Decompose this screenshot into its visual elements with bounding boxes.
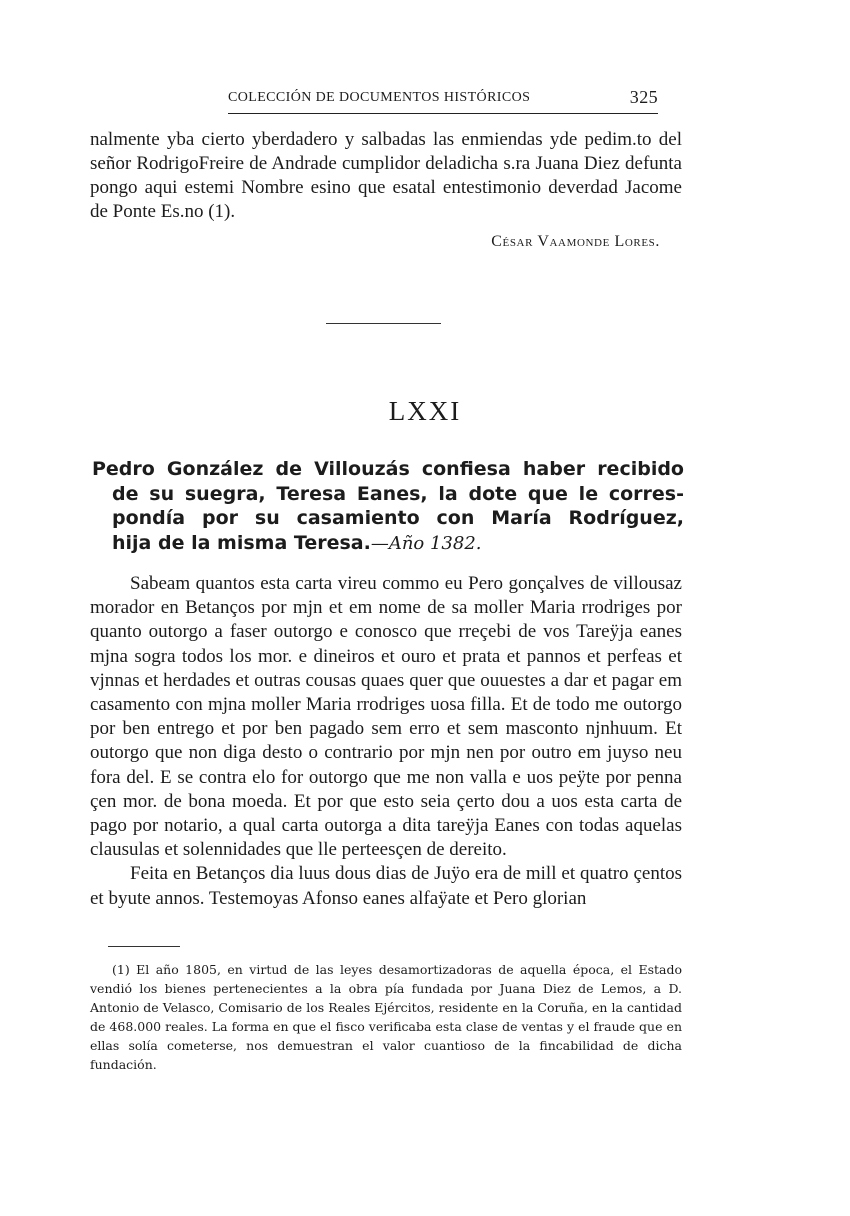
signature bbox=[491, 233, 660, 251]
previous-document-ending bbox=[90, 128, 682, 224]
footnote-rule bbox=[108, 946, 180, 947]
section-separator bbox=[326, 323, 441, 324]
running-title: COLECCIÓN DE DOCUMENTOS HISTÓRICOS bbox=[228, 90, 531, 105]
heading-line: Pedro González de Villouzás confiesa haber recibido bbox=[92, 458, 684, 480]
document-body bbox=[90, 572, 682, 911]
footnote bbox=[90, 960, 682, 1074]
heading-line: de su suegra, Teresa Eanes, la dote que le corres- bbox=[112, 482, 684, 505]
signature-text: César Vaamonde Lores. bbox=[491, 233, 660, 250]
footnote-text: (1) El año 1805, en virtud de las leyes desamortizadoras de aquella época, el Estado vendió los bienes pertenecientes a la obra pía fundada por Juana Diez de Lemos, a D. Antonio de Velasco, Comisario de los Reales Ejércitos, residente en la Coruña, en la cantidad de 468.000 reales. La forma en que el fisco verificaba esta clase de ventas y el fraude que en ellas solía cometerse, nos demuestran el valor cuantioso de la fincabilidad de dicha fundación. bbox=[90, 962, 682, 1072]
heading-line-last bbox=[92, 531, 684, 557]
body-paragraph: Sabeam quantos esta carta vireu commo eu Pero gonçalves de villousaz morador en Betanços por mjn et em nome de sa moller Maria rrodriges por quanto outorgo a faser outorgo e conosco que rreçebi de vos Tareÿja eanes mjna sogra todos los mor. e dineiros et ouro et prata et pannos et perfeas et vjnnas et herdades et outras cousas quaes quer que ouuestes a dar et pagar em casamento con mjna moller Maria rrodriges uosa filla. Et de todo me outorgo por ben entrego et por ben pagado sem erro et sem masconto njnhuum. Et outorgo que non diga desto o contrario por mjn nen por outro em juyso neu fora del. E se contra elo for outorgo que me non valla e uos peÿte por penna çen mor. de bona moeda. Et por que esto seia çerto dou a uos esta carta de pago por notario, a qual carta outorga a dita tareÿja Eanes con todas aquelas clausulas et solennidades que lle perteesçen de dereito. bbox=[90, 573, 682, 861]
document-heading bbox=[92, 457, 684, 556]
heading-year: —Año 1382. bbox=[370, 532, 482, 554]
document-number: LXXI bbox=[388, 396, 462, 426]
previous-document-text: nalmente yba cierto yberdadero y salbadas las enmiendas yde pedim.to del señor RodrigoFreire de Andrade cumplidor deladicha s.ra Juana Diez defunta pongo aqui estemi Nombre esino que esatal entestimonio deverdad Jacome de Ponte Es.no (1). bbox=[90, 129, 682, 222]
header-rule bbox=[228, 113, 658, 114]
body-paragraph: Feita en Betanços dia luus dous dias de Juÿo era de mill et quatro çentos et byute annos. Testemoyas Afonso eanes alfaÿate et Pero glorian bbox=[90, 863, 682, 909]
page-number: 325 bbox=[629, 87, 658, 107]
heading-line: hija de la misma Teresa. bbox=[112, 531, 371, 554]
heading-line: pondía por su casamiento con María Rodríguez, bbox=[112, 507, 684, 529]
